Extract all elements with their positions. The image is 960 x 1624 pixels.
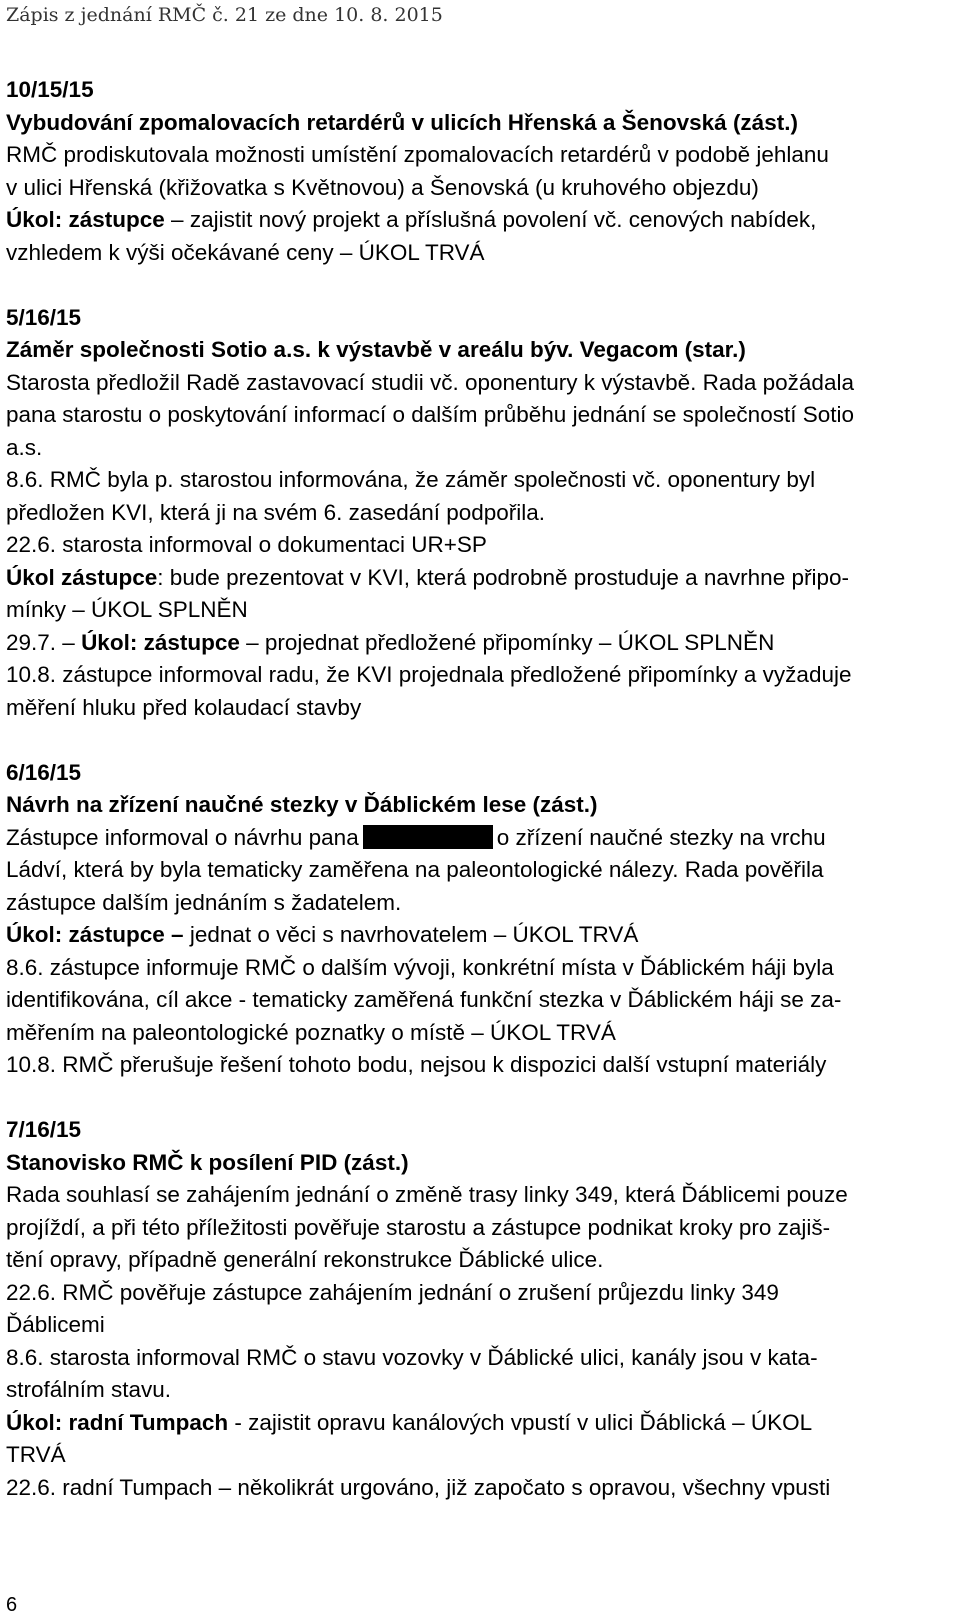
- text-segment: – projednat předložené připomínky – ÚKOL SPLNĚN: [239, 629, 775, 655]
- text-line: měření hluku před kolaudací stavby: [6, 694, 362, 720]
- text-line: 10.8. zástupce informoval radu, že KVI projednala předložené připomínky a vyžaduje: [6, 662, 852, 687]
- text-line: projíždí, a při této příležitosti pověřuje starostu a zástupce podnikat kroky pro zajiš-: [6, 1214, 831, 1240]
- text-line: Ďáblicemi: [6, 1312, 105, 1337]
- text-segment: - zajistit opravu kanálových vpustí v ulici Ďáblická – ÚKOL: [228, 1409, 813, 1435]
- item-title: Vybudování zpomalovacích retardérů v ulicích Hřenská a Šenovská (zást.): [6, 109, 798, 135]
- text-line: [6, 562, 951, 595]
- text-line: a.s.: [6, 434, 43, 460]
- task-label: Úkol zástupce: [6, 564, 158, 590]
- page-number: 6: [6, 1594, 18, 1616]
- text-line: [6, 822, 951, 855]
- agenda-item: [6, 757, 951, 1082]
- text-line: [6, 204, 951, 237]
- text-line: identifikována, cíl akce - tematicky zaměřená funkční stezka v Ďáblickém háji se za-: [6, 987, 842, 1012]
- text-line: TRVÁ: [6, 1442, 66, 1467]
- text-line: 10.8. RMČ přerušuje řešení tohoto bodu, nejsou k dispozici další vstupní materiály: [6, 1052, 827, 1077]
- task-label: Úkol: radní Tumpach: [6, 1409, 229, 1435]
- text-line: 8.6. starosta informoval RMČ o stavu vozovky v Ďáblické ulici, kanály jsou v kata-: [6, 1344, 818, 1370]
- text-line: měřením na paleontologické poznatky o místě – ÚKOL TRVÁ: [6, 1019, 616, 1045]
- text-line: Rada souhlasí se zahájením jednání o změně trasy linky 349, která Ďáblicemi pouze: [6, 1182, 848, 1207]
- task-label: Úkol: zástupce –: [6, 922, 184, 947]
- text-line: v ulici Hřenská (křižovatka s Květnovou) a Šenovská (u kruhového objezdu): [6, 174, 759, 200]
- text-line: 22.6. radní Tumpach – několikrát urgováno, již započato s opravou, všechny vpusti: [6, 1474, 831, 1500]
- text-line: 8.6. zástupce informuje RMČ o dalším vývoji, konkrétní místa v Ďáblickém háji byla: [6, 954, 834, 980]
- text-line: tění opravy, případně generální rekonstrukce Ďáblické ulice.: [6, 1247, 604, 1272]
- document-body: [6, 74, 951, 1504]
- text-segment: Zástupce informoval o návrhu pana: [6, 824, 359, 850]
- text-segment: 29.7. –: [6, 629, 82, 655]
- section-gap: [6, 269, 951, 302]
- section-gap: [6, 724, 951, 757]
- text-segment: o zřízení naučné stezky na vrchu: [496, 824, 826, 850]
- text-segment: : bude prezentovat v KVI, která podrobně prostuduje a navrhne připo-: [157, 564, 849, 590]
- item-number: 7/16/15: [6, 1117, 82, 1142]
- agenda-item: [6, 74, 951, 269]
- item-number: 5/16/15: [6, 304, 82, 330]
- text-segment: jednat o věci s navrhovatelem – ÚKOL TRVÁ: [183, 922, 639, 947]
- text-line: [6, 627, 951, 660]
- item-title: Záměr společnosti Sotio a.s. k výstavbě v areálu býv. Vegacom (star.): [6, 337, 746, 362]
- text-line: předložen KVI, která ji na svém 6. zasedání podpořila.: [6, 499, 546, 525]
- text-line: 22.6. starosta informoval o dokumentaci UR+SP: [6, 532, 487, 557]
- agenda-item: [6, 1114, 951, 1504]
- text-line: Starosta předložil Radě zastavovací studii vč. oponentury k výstavbě. Rada požádala: [6, 369, 854, 395]
- item-number: 6/16/15: [6, 759, 82, 785]
- item-number: 10/15/15: [6, 77, 94, 102]
- task-label: Úkol: zástupce: [6, 207, 165, 232]
- item-title: Návrh na zřízení naučné stezky v Ďáblickém lese (zást.): [6, 792, 598, 817]
- item-title: Stanovisko RMČ k posílení PID (zást.): [6, 1149, 409, 1175]
- text-segment: – zajistit nový projekt a příslušná povolení vč. cenových nabídek,: [164, 207, 817, 232]
- text-line: [6, 919, 951, 952]
- text-line: [6, 1407, 951, 1440]
- text-line: vzhledem k výši očekávané ceny – ÚKOL TRVÁ: [6, 239, 485, 265]
- redacted-name-block: [363, 825, 493, 849]
- text-line: 22.6. RMČ pověřuje zástupce zahájením jednání o zrušení průjezdu linky 349: [6, 1279, 779, 1305]
- text-line: zástupce dalším jednáním s žadatelem.: [6, 889, 402, 915]
- task-label: Úkol: zástupce: [81, 629, 240, 655]
- text-line: pana starostu o poskytování informací o dalším průběhu jednání se společností Sotio: [6, 402, 855, 427]
- page-header: Zápis z jednání RMČ č. 21 ze dne 10. 8. 2015: [6, 4, 443, 26]
- text-line: Ládví, která by byla tematicky zaměřena na paleontologické nálezy. Rada pověřila: [6, 857, 824, 882]
- section-gap: [6, 1082, 951, 1115]
- text-line: RMČ prodiskutovala možnosti umístění zpomalovacích retardérů v podobě jehlanu: [6, 142, 829, 167]
- text-line: 8.6. RMČ byla p. starostou informována, že záměr společnosti vč. oponentury byl: [6, 467, 816, 492]
- agenda-item: [6, 302, 951, 725]
- text-line: strofálním stavu.: [6, 1377, 172, 1402]
- text-line: mínky – ÚKOL SPLNĚN: [6, 597, 248, 622]
